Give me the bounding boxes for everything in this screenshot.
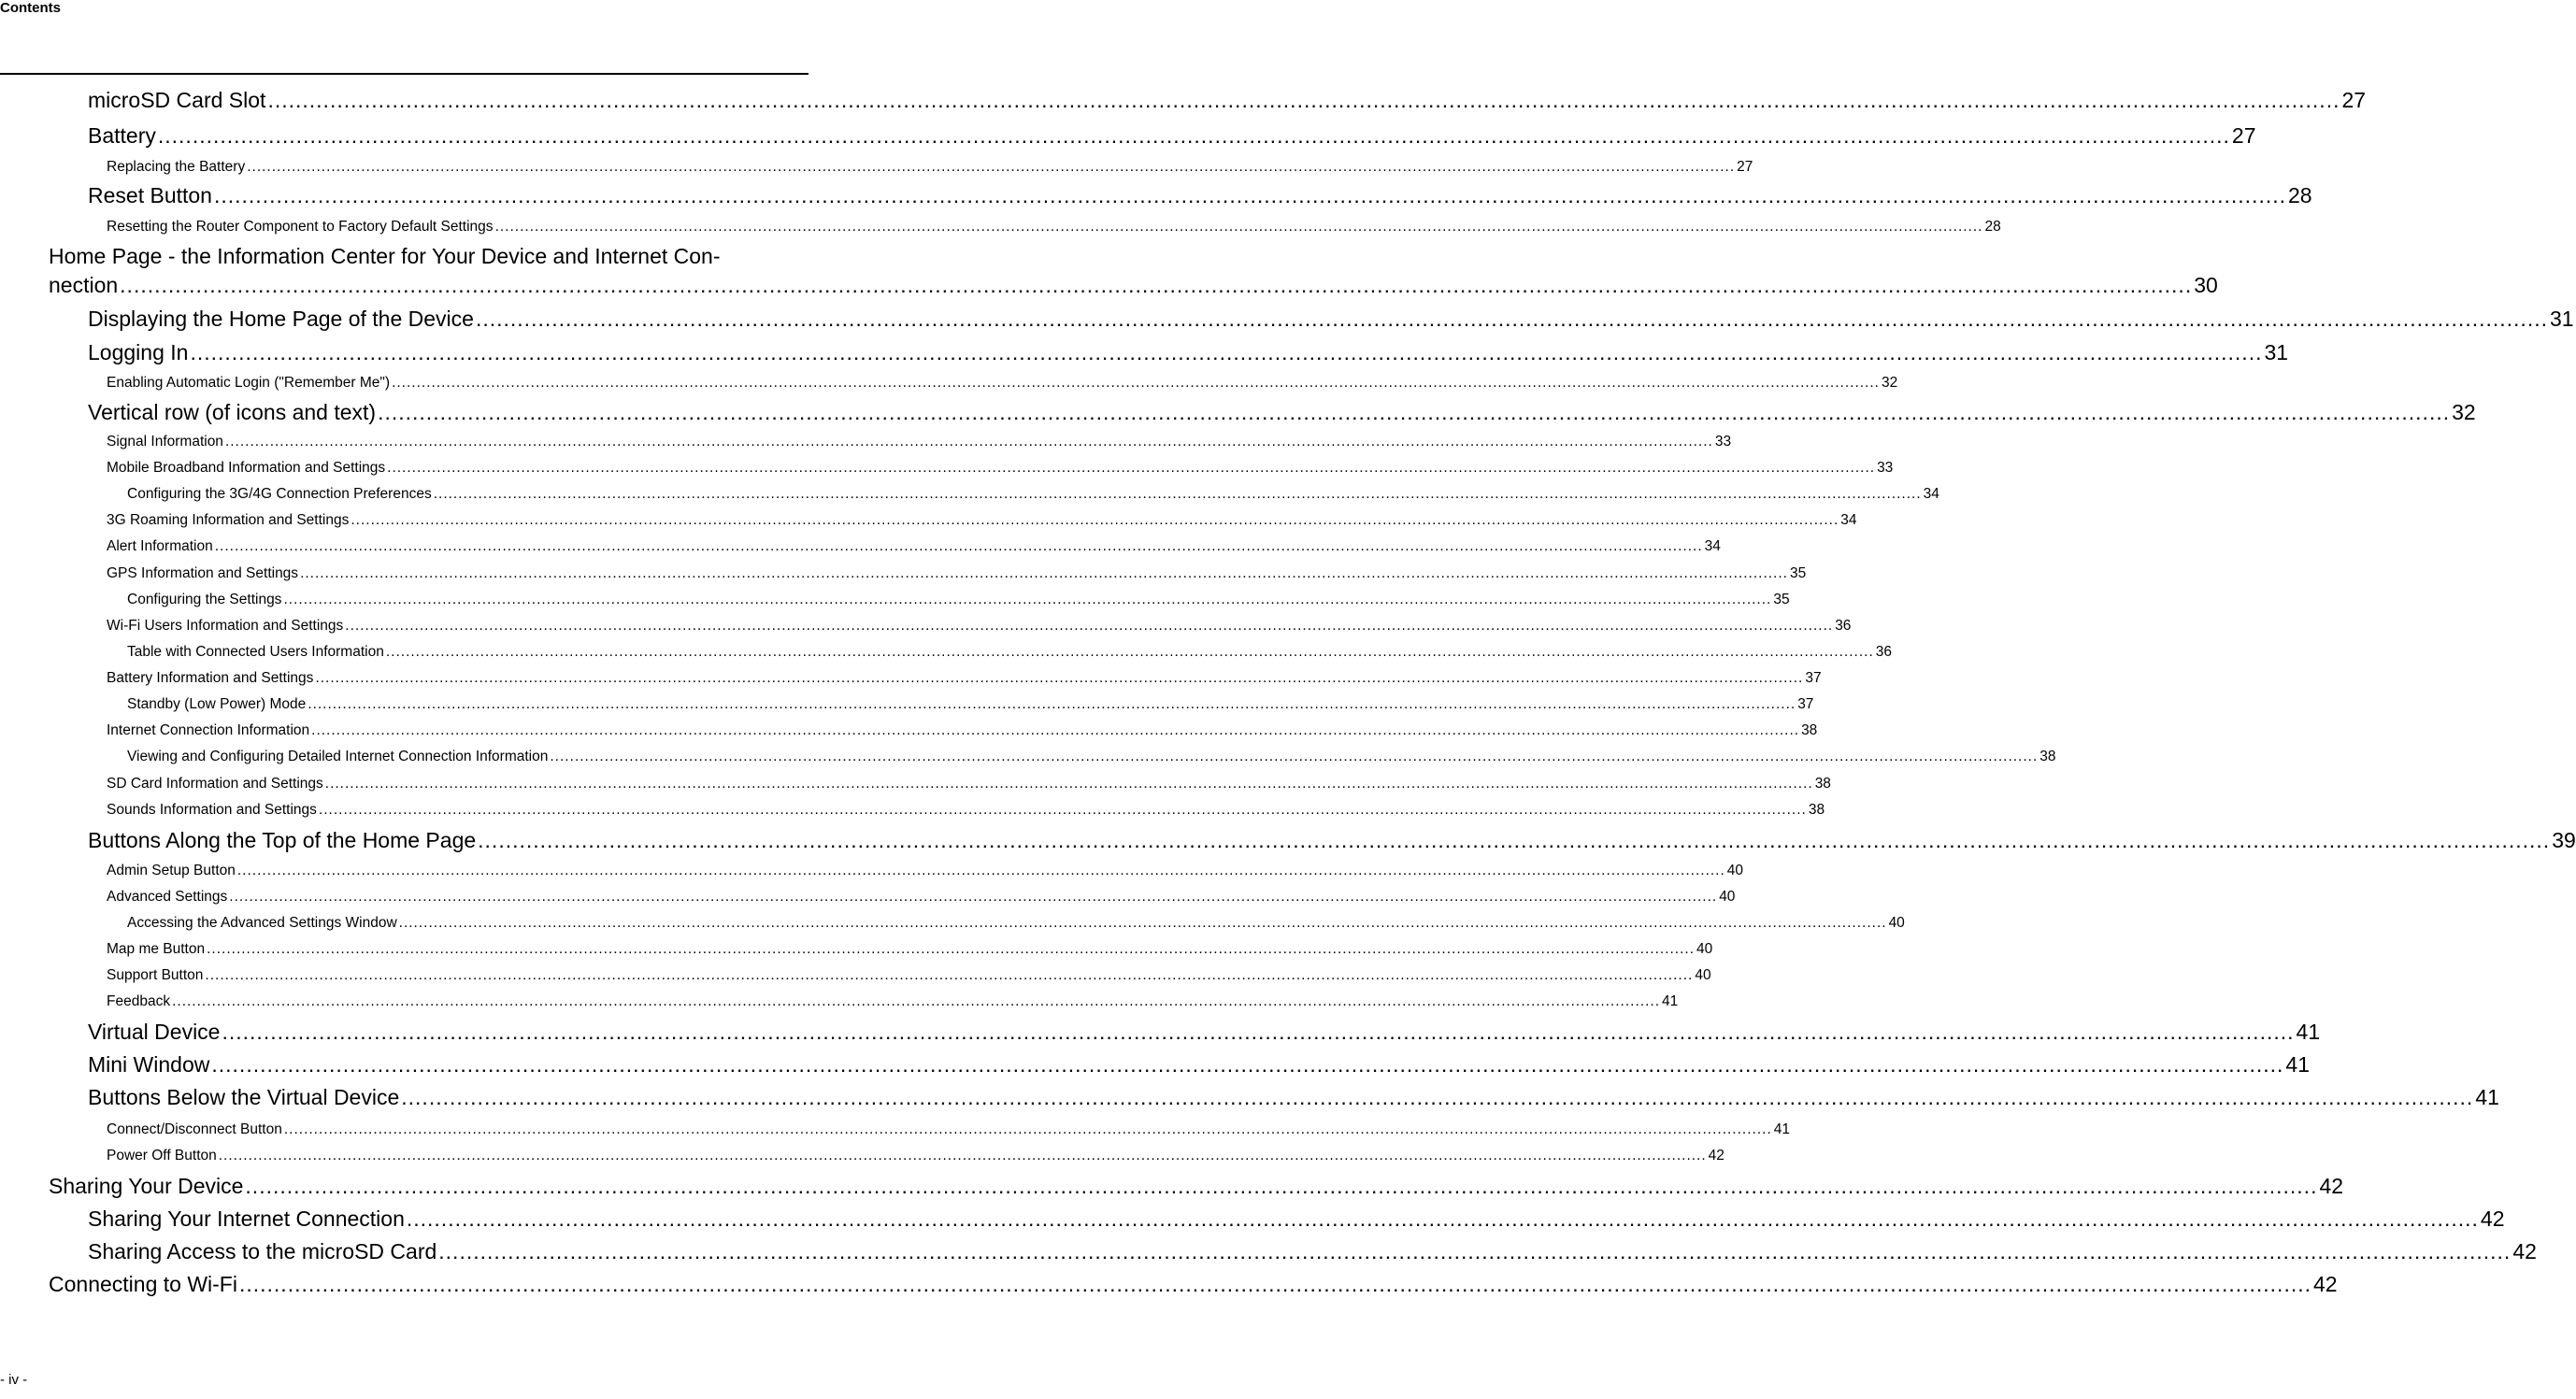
toc-entry-title: Resetting the Router Component to Factory Default Settings: [107, 219, 494, 235]
toc-entry-title: Configuring the Settings: [127, 592, 282, 607]
toc-entry[interactable]: [88, 1238, 2537, 1264]
toc-entry[interactable]: [88, 339, 2289, 365]
toc-dot-leader: ............................................................................................................................................................................................................................................................................................................: [475, 307, 2548, 331]
toc-entry[interactable]: [88, 306, 2574, 332]
toc-entry-title: Sharing Your Device: [49, 1174, 244, 1198]
toc-entry-page: 34: [1923, 486, 1939, 502]
toc-entry-title: Buttons Along the Top of the Home Page: [88, 828, 477, 852]
toc-entry-page: 27: [1737, 159, 1753, 175]
toc-dot-leader: ............................................................................................................................................................................................................................................................................................................: [315, 670, 1804, 686]
toc-entry-title: Accessing the Advanced Settings Window: [127, 915, 397, 931]
toc-entry-page: 40: [1888, 915, 1905, 931]
toc-entry-title: GPS Information and Settings: [107, 565, 299, 581]
toc-entry-page: 40: [1695, 967, 1711, 983]
toc-dot-leader: ............................................................................................................................................................................................................................................................................................................: [300, 565, 1788, 581]
page-number: - iv -: [0, 1372, 28, 1388]
toc-entry[interactable]: [49, 1271, 2338, 1297]
toc-entry-page: 37: [1805, 670, 1822, 686]
toc-entry-title: Viewing and Configuring Detailed Internet Connection Information: [127, 749, 549, 764]
toc-dot-leader: ............................................................................................................................................................................................................................................................................................................: [438, 1239, 2512, 1263]
toc-dot-leader: ............................................................................................................................................................................................................................................................................................................: [283, 592, 1772, 607]
toc-dot-leader: ............................................................................................................................................................................................................................................................................................................: [190, 340, 2263, 364]
toc-dot-leader: ............................................................................................................................................................................................................................................................................................................: [433, 486, 1922, 502]
toc-entry-title: nection: [49, 273, 119, 297]
toc-dot-leader: ............................................................................................................................................................................................................................................................................................................: [387, 460, 1876, 476]
toc-entry[interactable]: [107, 1121, 1791, 1139]
toc-entry-title: Connecting to Wi-Fi: [49, 1272, 237, 1296]
toc-dot-leader: ............................................................................................................................................................................................................................................................................................................: [238, 1272, 2312, 1296]
toc-entry-page: 42: [2319, 1174, 2344, 1198]
toc-entry[interactable]: [107, 992, 1679, 1011]
toc-entry-page: 32: [2452, 400, 2476, 424]
toc-entry-page: 31: [2550, 307, 2574, 331]
toc-entry-title: Table with Connected Users Information: [127, 644, 384, 660]
toc-entry[interactable]: [107, 940, 1713, 959]
page-header-title: Contents: [0, 0, 61, 16]
toc-dot-leader: ............................................................................................................................................................................................................................................................................................................: [550, 749, 2039, 764]
toc-entry[interactable]: [49, 1173, 2344, 1199]
toc-entry-title: SD Card Information and Settings: [107, 776, 323, 792]
toc-entry[interactable]: [107, 459, 1894, 478]
toc-entry-page: 28: [2288, 183, 2312, 207]
toc-dot-leader: ............................................................................................................................................................................................................................................................................................................: [157, 123, 2230, 148]
toc-entry-page: 38: [1801, 722, 1818, 738]
toc-entry[interactable]: [107, 1147, 1724, 1165]
toc-entry-page: 38: [2039, 749, 2056, 764]
toc-dot-leader: ............................................................................................................................................................................................................................................................................................................: [311, 722, 1800, 738]
toc-entry-title: Power Off Button: [107, 1148, 217, 1163]
toc-dot-leader: ............................................................................................................................................................................................................................................................................................................: [494, 219, 1983, 235]
toc-entry-page: 36: [1835, 618, 1852, 634]
toc-entry-page: 38: [1814, 776, 1831, 792]
toc-entry-page: 31: [2264, 340, 2289, 364]
toc-entry-page: 40: [1696, 941, 1713, 957]
toc-entry[interactable]: [127, 748, 2056, 766]
toc-entry[interactable]: [107, 888, 1736, 906]
toc-entry-page: 41: [1773, 1121, 1791, 1137]
toc-entry-page: 36: [1875, 644, 1893, 660]
toc-entry[interactable]: [88, 1084, 2499, 1110]
toc-entry[interactable]: [88, 1051, 2311, 1078]
toc-entry[interactable]: [107, 617, 1852, 635]
toc-entry-page: 35: [1789, 565, 1807, 581]
toc-entry-title: Support Button: [107, 967, 204, 983]
toc-dot-leader: ............................................................................................................................................................................................................................................................................................................: [236, 863, 1725, 878]
toc-dot-leader: ............................................................................................................................................................................................................................................................................................................: [318, 802, 1807, 818]
toc-dot-leader: ............................................................................................................................................................................................................................................................................................................: [385, 644, 1874, 660]
toc-dot-leader: ............................................................................................................................................................................................................................................................................................................: [213, 183, 2287, 207]
toc-entry[interactable]: [127, 643, 1893, 662]
toc-dot-leader: ............................................................................................................................................................................................................................................................................................................: [224, 434, 1713, 450]
toc-entry[interactable]: [88, 827, 2576, 853]
toc-entry[interactable]: [127, 485, 1939, 504]
toc-dot-leader: ............................................................................................................................................................................................................................................................................................................: [406, 1206, 2479, 1231]
toc-entry-title: Sounds Information and Settings: [107, 802, 317, 818]
toc-entry-title: microSD Card Slot: [88, 88, 266, 112]
toc-entry[interactable]: [107, 721, 1818, 740]
toc-entry[interactable]: [88, 122, 2256, 149]
toc-entry[interactable]: [107, 862, 1744, 880]
toc-entry[interactable]: [107, 374, 1898, 393]
toc-entry-page: 33: [1877, 460, 1894, 476]
toc-entry[interactable]: [107, 564, 1807, 583]
toc-entry[interactable]: [107, 158, 1753, 177]
toc-entry-title: Enabling Automatic Login ("Remember Me"): [107, 375, 391, 391]
toc-dot-leader: ............................................................................................................................................................................................................................................................................................................: [218, 1148, 1707, 1163]
toc-entry[interactable]: [49, 272, 2218, 298]
toc-entry-title: Configuring the 3G/4G Connection Preferences: [127, 486, 432, 502]
toc-entry-page: 33: [1714, 434, 1732, 450]
toc-dot-leader: ............................................................................................................................................................................................................................................................................................................: [351, 512, 1839, 528]
toc-entry-title: Buttons Below the Virtual Device: [88, 1085, 400, 1109]
toc-dot-leader: ............................................................................................................................................................................................................................................................................................................: [324, 776, 1813, 792]
toc-dot-leader: ............................................................................................................................................................................................................................................................................................................: [478, 828, 2551, 852]
toc-entry-title: Home Page - the Information Center for Your Device and Internet Con-: [49, 244, 721, 268]
toc-entry-page: 42: [1708, 1148, 1724, 1163]
toc-entry-page: 34: [1840, 512, 1857, 528]
toc-dot-leader: ............................................................................................................................................................................................................................................................................................................: [245, 1174, 2318, 1198]
toc-entry[interactable]: [127, 591, 1790, 609]
toc-entry-title: Map me Button: [107, 941, 206, 957]
toc-entry-page: 42: [2512, 1239, 2537, 1263]
toc-entry[interactable]: [107, 537, 1721, 556]
toc-entry-title: Reset Button: [88, 183, 212, 207]
toc-entry[interactable]: [49, 243, 721, 269]
toc-dot-leader: ............................................................................................................................................................................................................................................................................................................: [222, 1020, 2295, 1044]
toc-entry-title: Internet Connection Information: [107, 722, 310, 738]
toc-entry-page: 41: [2285, 1052, 2311, 1077]
toc-entry-title: Sharing Access to the microSD Card: [88, 1239, 437, 1263]
toc-entry[interactable]: [107, 966, 1711, 985]
toc-entry-title: Mini Window: [88, 1052, 210, 1077]
toc-entry-page: 41: [2296, 1020, 2321, 1044]
toc-entry-title: Battery: [88, 123, 156, 148]
toc-entry-title: Vertical row (of icons and text): [88, 400, 377, 424]
toc-entry[interactable]: [88, 1206, 2505, 1232]
toc-dot-leader: ............................................................................................................................................................................................................................................................................................................: [229, 889, 1718, 905]
toc-dot-leader: ............................................................................................................................................................................................................................................................................................................: [211, 1052, 2284, 1077]
toc-entry-page: 37: [1797, 696, 1814, 712]
toc-entry-page: 39: [2552, 828, 2576, 852]
toc-dot-leader: ............................................................................................................................................................................................................................................................................................................: [378, 400, 2451, 424]
toc-entry-title: Advanced Settings: [107, 889, 228, 905]
toc-entry[interactable]: [107, 801, 1825, 820]
toc-dot-leader: ............................................................................................................................................................................................................................................................................................................: [308, 696, 1796, 712]
toc-entry-title: Mobile Broadband Information and Settings: [107, 460, 386, 476]
toc-dot-leader: ............................................................................................................................................................................................................................................................................................................: [392, 375, 1880, 391]
toc-dot-leader: ............................................................................................................................................................................................................................................................................................................: [398, 915, 1887, 931]
toc-entry-title: Replacing the Battery: [107, 159, 246, 175]
toc-entry-page: 32: [1881, 375, 1898, 391]
toc-entry-title: Feedback: [107, 993, 171, 1009]
toc-entry-title: Wi-Fi Users Information and Settings: [107, 618, 344, 634]
toc-dot-leader: ............................................................................................................................................................................................................................................................................................................: [214, 538, 1703, 554]
toc-entry-page: 42: [2480, 1206, 2505, 1231]
toc-dot-leader: ............................................................................................................................................................................................................................................................................................................: [207, 941, 1696, 957]
toc-entry-title: Admin Setup Button: [107, 863, 236, 878]
toc-dot-leader: ............................................................................................................................................................................................................................................................................................................: [267, 88, 2340, 112]
toc-dot-leader: ............................................................................................................................................................................................................................................................................................................: [172, 993, 1660, 1009]
toc-dot-leader: ............................................................................................................................................................................................................................................................................................................: [247, 159, 1736, 175]
toc-entry[interactable]: [107, 433, 1732, 451]
toc-dot-leader: ............................................................................................................................................................................................................................................................................................................: [120, 273, 2193, 297]
toc-entry-page: 38: [1808, 802, 1825, 818]
toc-entry[interactable]: [107, 669, 1822, 688]
toc-entry[interactable]: [127, 695, 1814, 714]
toc-entry-title: Virtual Device: [88, 1020, 221, 1044]
toc-entry-title: Battery Information and Settings: [107, 670, 314, 686]
toc-entry[interactable]: [127, 914, 1905, 933]
toc-dot-leader: ............................................................................................................................................................................................................................................................................................................: [345, 618, 1834, 634]
toc-entry[interactable]: [107, 218, 2001, 236]
toc-entry-page: 41: [1662, 993, 1679, 1009]
toc-entry-title: Displaying the Home Page of the Device: [88, 307, 474, 331]
toc-entry-page: 34: [1704, 538, 1721, 554]
toc-entry-title: Connect/Disconnect Button: [107, 1121, 282, 1137]
toc-dot-leader: ............................................................................................................................................................................................................................................................................................................: [283, 1121, 1772, 1137]
toc-entry-page: 40: [1719, 889, 1736, 905]
toc-entry-title: 3G Roaming Information and Settings: [107, 512, 350, 528]
toc-entry-page: 27: [2341, 88, 2367, 112]
toc-entry-title: Logging In: [88, 340, 189, 364]
toc-entry[interactable]: [88, 182, 2312, 208]
toc-entry-page: 35: [1773, 592, 1790, 607]
toc-entry-title: Signal Information: [107, 434, 223, 450]
toc-entry-page: 42: [2313, 1272, 2338, 1296]
header-divider: [0, 73, 809, 75]
toc-entry-page: 40: [1726, 863, 1744, 878]
toc-entry[interactable]: [88, 399, 2476, 425]
toc-entry[interactable]: [88, 87, 2367, 113]
toc-entry-page: 27: [2231, 123, 2256, 148]
toc-dot-leader: ............................................................................................................................................................................................................................................................................................................: [205, 967, 1694, 983]
toc-entry-title: Standby (Low Power) Mode: [127, 696, 307, 712]
toc-entry[interactable]: [107, 775, 1831, 793]
toc-entry[interactable]: [88, 1019, 2321, 1045]
toc-entry-page: 30: [2194, 273, 2218, 297]
toc-entry[interactable]: [107, 511, 1857, 530]
toc-entry-page: 28: [1984, 219, 2001, 235]
toc-dot-leader: ............................................................................................................................................................................................................................................................................................................: [401, 1085, 2474, 1109]
toc-entry-title: Sharing Your Internet Connection: [88, 1206, 405, 1231]
toc-entry-page: 41: [2475, 1085, 2499, 1109]
toc-entry-title: Alert Information: [107, 538, 213, 554]
